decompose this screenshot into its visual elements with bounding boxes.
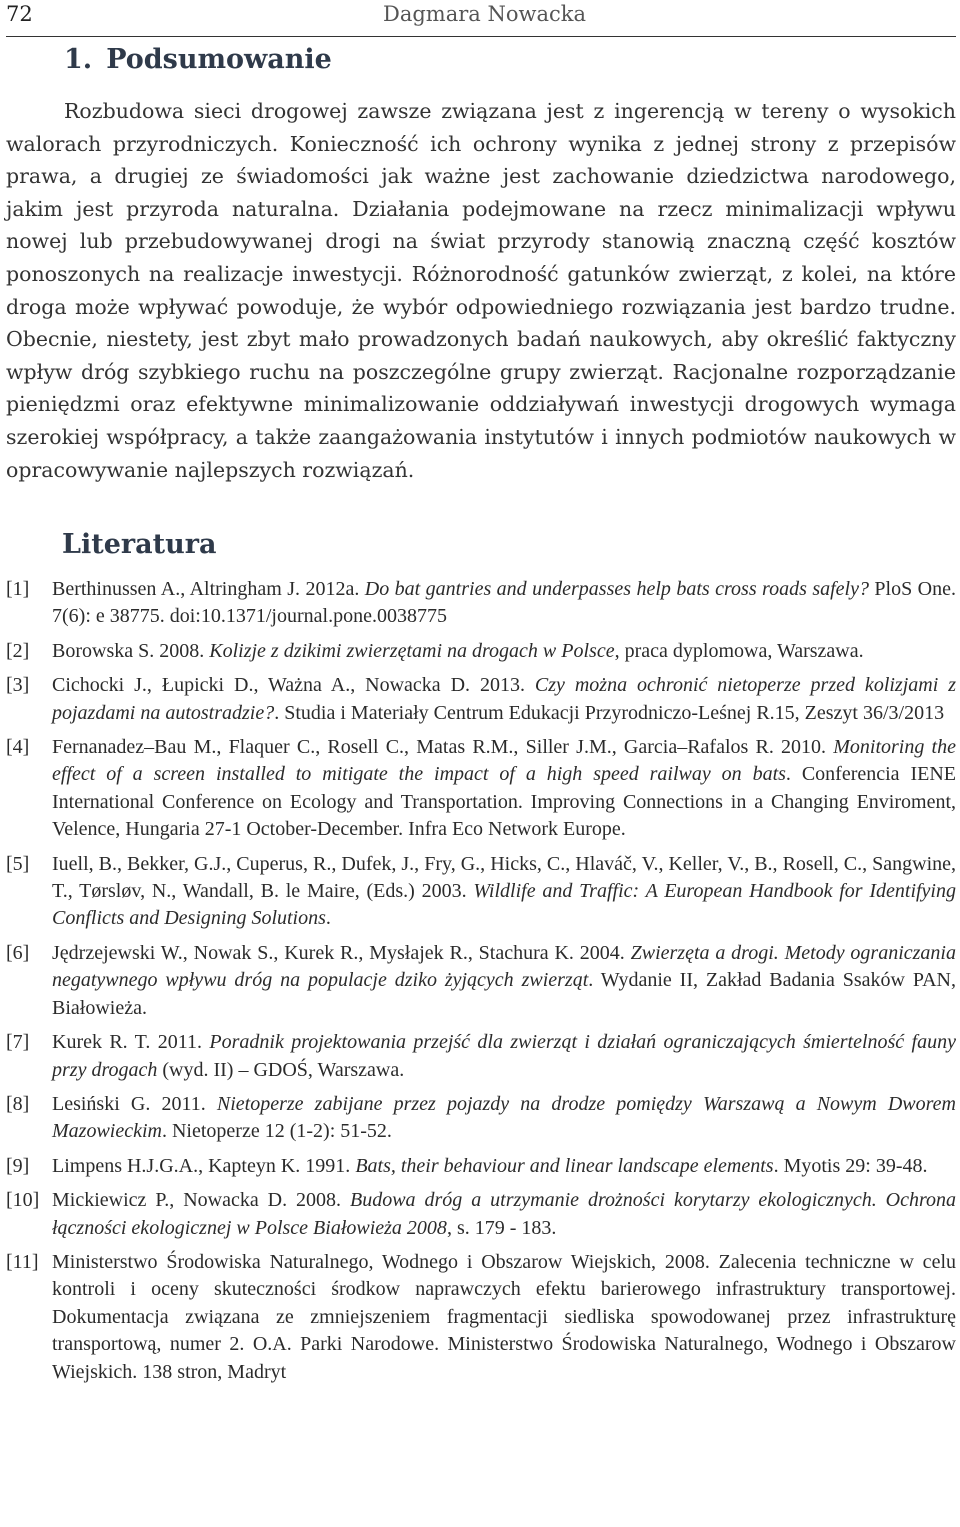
page-header xyxy=(6,0,956,37)
reference-authors: Berthinussen A., Altringham J. 2012a. xyxy=(52,578,365,600)
section-heading xyxy=(64,44,332,75)
reference-title: Poradnik projektowania przejść dla zwierząt i działań ograniczających śmiertelność fauny przy drogach xyxy=(52,1031,956,1081)
reference-title: Budowa dróg a utrzymanie drożności korytarzy ekologicznych. Ochrona łączności ekologicznej w Polsce Białowieża 2008 xyxy=(52,1189,957,1239)
reference-item xyxy=(6,940,956,1022)
reference-item xyxy=(6,1029,956,1084)
reference-authors: Borowska S. 2008. xyxy=(52,639,210,662)
reference-item xyxy=(6,851,956,933)
reference-label: [9] xyxy=(6,1154,30,1177)
running-head: Dagmara Nowacka xyxy=(383,2,586,26)
reference-details: , praca dyplomowa, Warszawa. xyxy=(614,639,864,662)
reference-details: . Studia i Materiały Centrum Edukacji Przyrodniczo-Leśnej R.15, Zeszyt 36/3/2013 xyxy=(274,701,945,724)
reference-title: Kolizje z dzikimi zwierzętami na drogach w Polsce xyxy=(209,639,615,662)
reference-item xyxy=(6,672,956,727)
literature-heading: Literatura xyxy=(62,529,217,560)
reference-title: Bats, their behaviour and linear landscape elements xyxy=(355,1154,774,1177)
reference-authors: Limpens H.J.G.A., Kapteyn K. 1991. xyxy=(52,1154,356,1177)
reference-title: Nietoperze zabijane przez pojazdy na drodze pomiędzy Warszawą a Nowym Dworem Mazowieckim xyxy=(52,1092,957,1143)
reference-authors: Ministerstwo Środowiska Naturalnego, Wodnego i Obszarow Wiejskich, 2008. Zalecenia techniczne w celu kontroli i oceny skuteczności środkow naprawczych efektu barierowego infrastruktury transportowej. Dokumentacja związana ze zmniejszeniem fragmentacji siedliska spowodowanej przez infrastrukturę transportową, numer 2. O.A. Parki Narodowe. Ministerstwo Środowiska Naturalnego, Wodnego i Obszarow Wiejskich. 138 stron, Madryt xyxy=(52,1250,956,1383)
reference-authors: Cichocki J., Łupicki D., Ważna A., Nowacka D. 2013. xyxy=(52,674,535,697)
reference-item xyxy=(6,734,956,844)
reference-details: . Myotis 29: 39-48. xyxy=(773,1154,928,1177)
reference-details: , s. 179 - 183. xyxy=(446,1216,557,1239)
reference-item xyxy=(6,1249,956,1386)
reference-title: Do bat gantries and underpasses help bats cross roads safely? xyxy=(364,578,869,600)
reference-title: Zwierzęta a drogi. Metody ograniczania negatywnego wpływu dróg na populacje dziko żyjących zwierząt xyxy=(52,941,956,992)
reference-title: Czy można ochronić nietoperze przed kolizjami z pojazdami na autostradzie? xyxy=(52,674,956,724)
reference-details: . Wydanie II, Zakład Badania Ssaków PAN, Białowieża. xyxy=(52,969,956,1019)
section-title: Podsumowanie xyxy=(106,44,332,75)
reference-details: . Nietoperze 12 (1-2): 51-52. xyxy=(161,1120,392,1143)
reference-label: [5] xyxy=(6,852,30,875)
reference-label: [8] xyxy=(6,1092,30,1115)
reference-item xyxy=(6,1187,956,1242)
reference-details: . xyxy=(325,907,331,930)
reference-list xyxy=(6,576,956,1393)
reference-authors: Jędrzejewski W., Nowak S., Kurek R., Mysłajek R., Stachura K. 2004. xyxy=(52,941,631,964)
reference-label: [11] xyxy=(6,1250,39,1273)
reference-label: [2] xyxy=(6,639,30,662)
reference-authors: Lesiński G. 2011. xyxy=(52,1092,217,1115)
reference-title: Monitoring the effect of a screen installed to mitigate the impact of a high speed railway on bats xyxy=(52,736,956,786)
reference-item xyxy=(6,576,956,631)
reference-authors: Fernanadez–Bau M., Flaquer C., Rosell C., Matas R.M., Siller J.M., Garcia–Rafalos R. 2010. xyxy=(52,736,834,759)
reference-authors: Mickiewicz P., Nowacka D. 2008. xyxy=(52,1189,350,1212)
reference-label: [10] xyxy=(6,1189,40,1212)
reference-label: [1] xyxy=(6,578,30,600)
summary-paragraph: Rozbudowa sieci drogowej zawsze związana jest z ingerencją w tereny o wysokich walorach przyrodniczych. Konieczność ich ochrony wynika z jednej strony z przepisów prawa, a drugiej ze świadomości jak ważne jest zachowanie dziedzictwa narodowego, jakim jest przyroda naturalna. Działania podejmowane na rzecz minimalizacji wpływu nowej lub przebudowywanej drogi na świat przyrody stanowią znaczną część kosztów ponoszonych na realizacje inwestycji. Różnorodność gatunków zwierząt, z kolei, na które droga może wpływać powoduje, że wybór odpowiedniego rozwiązania jest bardzo trudne. Obecnie, niestety, jest zbyt mało prowadzonych badań naukowych, aby określić faktyczny wpływ dróg szybkiego ruchu na poszczególne grupy zwierząt. Racjonalne rozporządzanie pieniędzmi oraz efektywne minimalizowanie oddziaływań inwestycji drogowych wymaga szerokiej współpracy, a także zaangażowania instytutów i innych podmiotów naukowych w opracowywanie najlepszych rozwiązań. xyxy=(6,99,956,482)
section-number: 1. xyxy=(64,44,93,75)
reference-authors: Kurek R. T. 2011. xyxy=(52,1031,210,1054)
reference-details: PloS One. 7(6): e 38775. doi:10.1371/journal.pone.0038775 xyxy=(52,578,956,628)
reference-label: [3] xyxy=(6,674,30,697)
reference-item xyxy=(6,1153,956,1180)
reference-title: Wildlife and Traffic: A European Handbook for Identifying Conflicts and Designing Solutions xyxy=(52,880,956,930)
reference-details: (wyd. II) – GDOŚ, Warszawa. xyxy=(157,1058,405,1081)
reference-details: . Conferencia IENE International Conference on Ecology and Transportation. Improving Connections in a Changing Enviroment, Velence, Hungaria 27-1 October-December. Infra Eco Network Europe. xyxy=(52,763,957,841)
reference-item xyxy=(6,1091,956,1146)
reference-label: [4] xyxy=(6,736,30,759)
reference-label: [7] xyxy=(6,1031,30,1054)
reference-authors: Iuell, B., Bekker, G.J., Cuperus, R., Dufek, J., Fry, G., Hicks, C., Hlaváč, V., Keller, V., B., Rosell, C., Sangwine, T., Tørsløv, N., Wandall, B. le Maire, (Eds.) 2003. xyxy=(52,852,956,903)
reference-item xyxy=(6,638,956,665)
reference-label: [6] xyxy=(6,941,30,964)
page-number: 72 xyxy=(6,2,33,26)
